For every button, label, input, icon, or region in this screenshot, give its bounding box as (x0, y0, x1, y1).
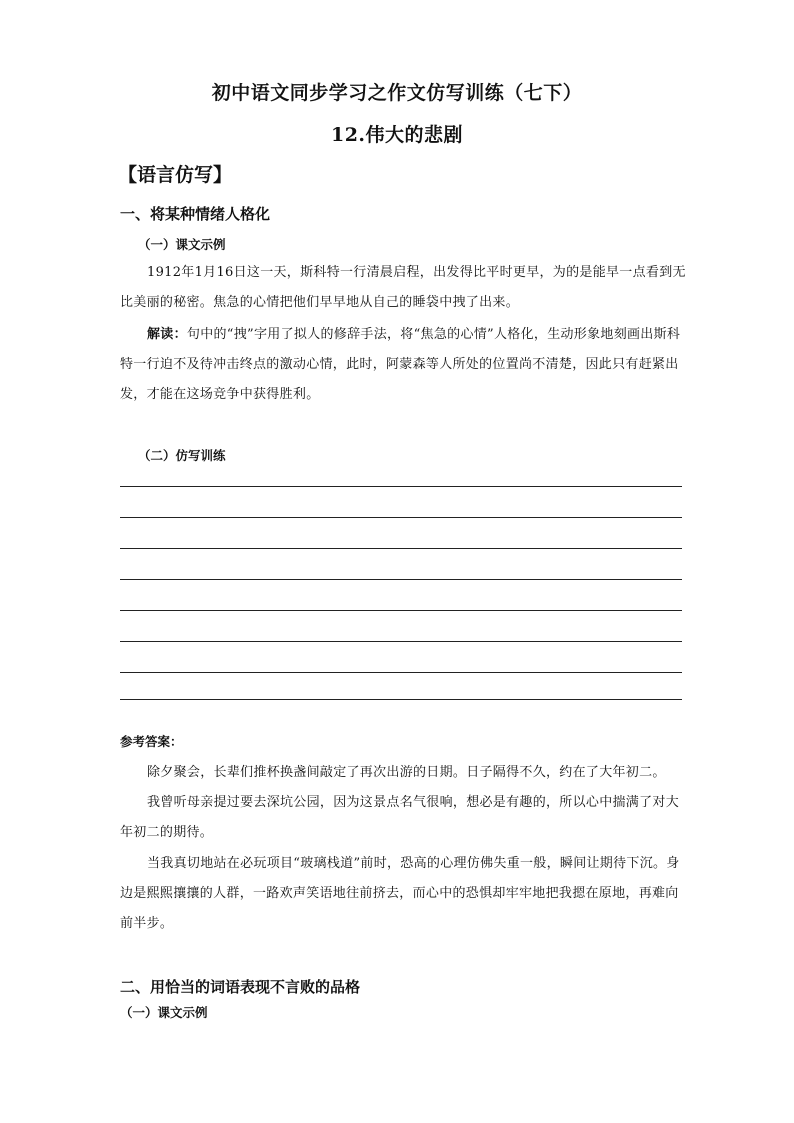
part2-example-heading: （一）课文示例 (120, 1005, 208, 1020)
answer-paragraph: 除夕聚会，长辈们推杯换盏间敲定了再次出游的日期。日子隔得不久，约在了大年初二。 (147, 765, 666, 780)
writing-line[interactable] (120, 517, 682, 518)
writing-line[interactable] (120, 672, 682, 673)
writing-line[interactable] (120, 579, 682, 580)
writing-line[interactable] (120, 610, 682, 611)
part1-analysis (120, 320, 686, 410)
part1-example-text: 1912年1月16日这一天，斯科特一行清晨启程，出发得比平时更早，为的是能早一点看到无比美丽的秘密。焦急的心情把他们早早地从自己的睡袋中拽了出来。 (120, 265, 686, 310)
part1-example-heading: （一）课文示例 (138, 237, 226, 252)
analysis-text: 句中的“拽”字用了拟人的修辞手法，将“焦急的心情”人格化，生动形象地刻画出斯科特一行迫不及待冲击终点的激动心情，此时，阿蒙森等人所处的位置尚不清楚，因此只有赶紧出发，才能在这场竞争中获得胜利。 (120, 327, 681, 402)
answer-paragraph: 我曾听母亲提过要去深坑公园，因为这景点名气很响，想必是有趣的，所以心中揣满了对大年初二的期待。 (120, 795, 680, 840)
writing-line[interactable] (120, 486, 682, 487)
document-title: 初中语文同步学习之作文仿写训练（七下） (211, 82, 583, 104)
writing-line[interactable] (120, 641, 682, 642)
answer-label: 参考答案： (120, 734, 183, 749)
writing-line[interactable] (120, 699, 682, 700)
answer-paragraph: 当我真切地站在必玩项目“玻璃栈道”前时，恐高的心理仿佛失重一般，瞬间让期待下沉。身边是熙熙攘攘的人群，一路欢声笑语地往前挤去，而心中的恐惧却牢牢地把我摁在原地，再难向前半步。 (120, 856, 680, 931)
writing-line[interactable] (120, 548, 682, 549)
part1-practice-heading: （二）仿写训练 (138, 448, 226, 463)
analysis-lead: 解读： (147, 327, 187, 342)
part2-heading: 二、用恰当的词语表现不言败的品格 (120, 978, 361, 996)
section-label: 【语言仿写】 (118, 164, 233, 186)
lesson-title: 12.伟大的悲剧 (330, 124, 464, 146)
part1-heading: 一、将某种情绪人格化 (120, 205, 271, 223)
